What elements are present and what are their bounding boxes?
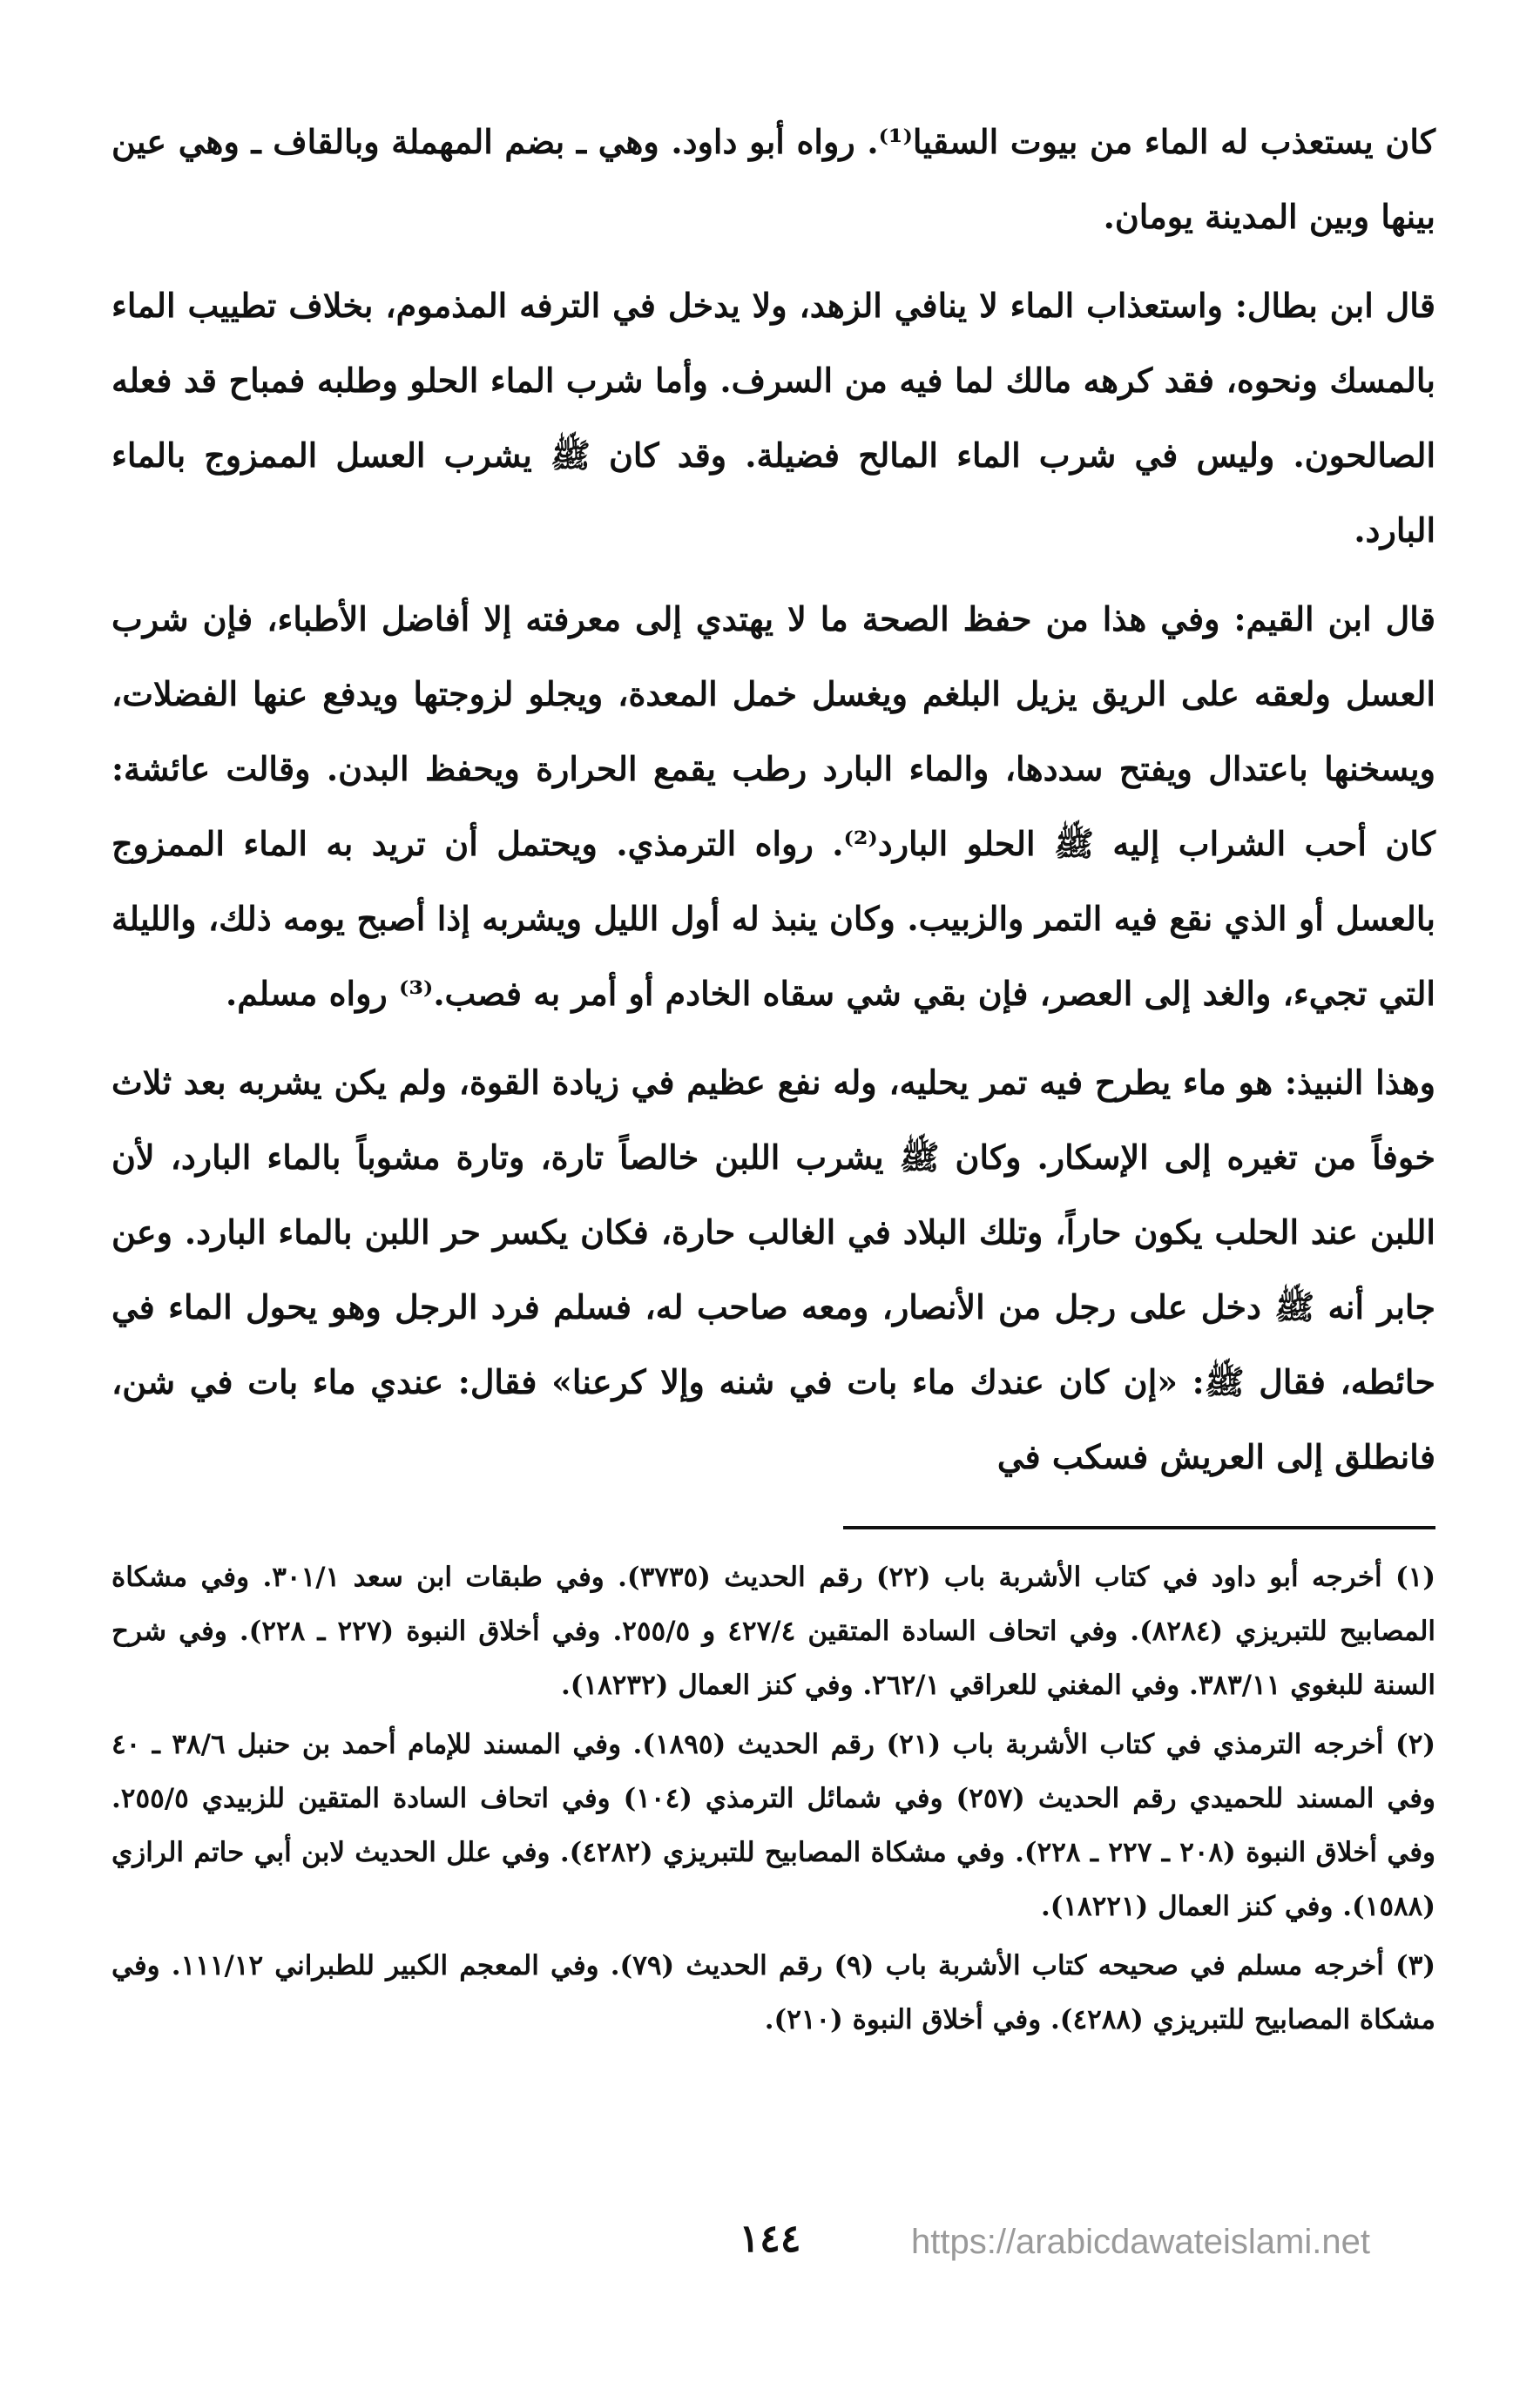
footnote-separator (843, 1526, 1435, 1529)
page-number: ١٤٤ (739, 2217, 801, 2261)
footnotes (111, 1550, 1435, 2052)
paragraph-4: وهذا النبيذ: هو ماء يطرح فيه تمر يحليه، وله نفع عظيم في زيادة القوة، ولم يكن يشربه بعد ثلاث خوفاً من تغيره إلى الإسكار. وكان ﷺ يشرب اللبن خالصاً تارة، وتارة مشوباً بالماء البارد، لأن اللبن عند الحلب يكون حاراً، وتلك البلاد في الغالب حارة، فكان يكسر حر اللبن بالماء البارد. وعن جابر أنه ﷺ دخل على رجل من الأنصار، ومعه صاحب له، فسلم فرد الرجل وهو يحول الماء في حائطه، فقال ﷺ: «إن كان عندك ماء بات في شنه وإلا كرعنا» فقال: عندي ماء بات في شن، فانطلق إلى العريش فسكب في (111, 1063, 1435, 1476)
main-text (111, 105, 1435, 1495)
paragraph-2: قال ابن بطال: واستعذاب الماء لا ينافي الزهد، ولا يدخل في الترفه المذموم، بخلاف تطييب الماء بالمسك ونحوه، فقد كرهه مالك لما فيه من السرف. وأما شرب الماء الحلو وطلبه فمباح قد فعله الصالحون. وليس في شرب الماء المالح فضيلة. وقد كان ﷺ يشرب العسل الممزوج بالماء البارد. (111, 286, 1435, 550)
footnote-1: (١) أخرجه أبو داود في كتاب الأشربة باب (٢٢) رقم الحديث (٣٧٣٥). وفي طبقات ابن سعد ٣٠١/١. وفي مشكاة المصابيح للتبريزي (٨٢٨٤). وفي اتحاف السادة المتقين ٤٢٧/٤ و ٢٥٥/٥. وفي أخلاق النبوة (٢٢٧ ـ ٢٢٨). وفي شرح السنة للبغوي ٣٨٣/١١. وفي المغني للعراقي ٢٦٢/١. وفي كنز العمال (١٨٢٣٢). (111, 1562, 1436, 1701)
footnote-3: (٣) أخرجه مسلم في صحيحه كتاب الأشربة باب (٩) رقم الحديث (٧٩). وفي المعجم الكبير للطبراني ١١١/١٢. وفي مشكاة المصابيح للتبريزي (٤٢٨٨). وفي أخلاق النبوة (٢١٠). (111, 1950, 1436, 2035)
paragraph-1: كان يستعذب له الماء من بيوت السقيا⁽¹⁾. رواه أبو داود. وهي ـ بضم المهملة وبالقاف ـ وهي عين بينها وبين المدينة يومان. (111, 122, 1435, 236)
footnote-2: (٢) أخرجه الترمذي في كتاب الأشربة باب (٢١) رقم الحديث (١٨٩٥). وفي المسند للإمام أحمد بن حنبل ٣٨/٦ ـ ٤٠ وفي المسند للحميدي رقم الحديث (٢٥٧) وفي شمائل الترمذي (١٠٤) وفي اتحاف السادة المتقين للزبيدي ٢٥٥/٥. وفي أخلاق النبوة (٢٠٨ ـ ٢٢٧ ـ ٢٢٨). وفي مشكاة المصابيح للتبريزي (٤٢٨٢). وفي علل الحديث لابن أبي حاتم الرازي (١٥٨٨). وفي كنز العمال (١٨٢٢١). (111, 1729, 1436, 1922)
paragraph-3: قال ابن القيم: وفي هذا من حفظ الصحة ما لا يهتدي إلى معرفته إلا أفاضل الأطباء، فإن شرب العسل ولعقه على الريق يزيل البلغم ويغسل خمل المعدة، ويجلو لزوجتها ويدفع عنها الفضلات، ويسخنها باعتدال ويفتح سددها، والماء البارد رطب يقمع الحرارة ويحفظ البدن. وقالت عائشة: كان أحب الشراب إليه ﷺ الحلو البارد⁽²⁾. رواه الترمذي. ويحتمل أن تريد به الماء الممزوج بالعسل أو الذي نقع فيه التمر والزبيب. وكان ينبذ له أول الليل ويشربه إذا أصبح يومه ذلك، والليلة التي تجيء، والغد إلى العصر، فإن بقي شي سقاه الخادم أو أمر به فصب.⁽³⁾ رواه مسلم. (111, 599, 1435, 1013)
watermark-url: https://arabicdawateislami.net (911, 2223, 1370, 2261)
